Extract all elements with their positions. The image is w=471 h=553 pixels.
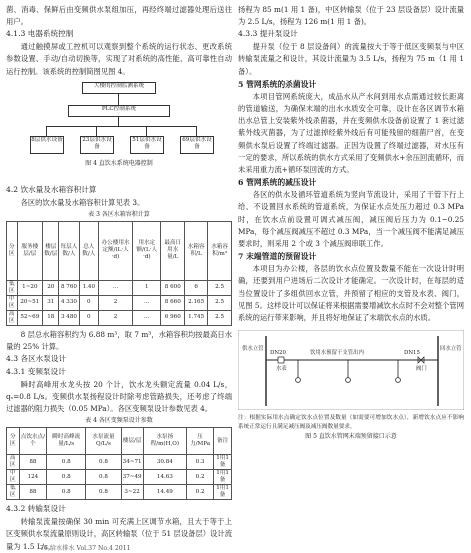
cell: 1	[133, 280, 161, 295]
building-control-box: 大楼的控制监测系统	[82, 82, 156, 94]
cell: 0.2	[187, 470, 214, 485]
section-heading: 4.2 饮水量及水箱容积计算	[6, 184, 97, 194]
col-header: 备注	[214, 428, 232, 455]
table-row	[7, 295, 232, 310]
table-row	[7, 470, 232, 485]
cell: 20	[43, 280, 59, 295]
diagram-border	[238, 330, 464, 410]
pipe-label: 饮用水预留干支管出内	[310, 350, 364, 357]
paragraph: 提升泵（位于 8 层设备间）的流量按大于等于低区变频泵与中区转输泵流量之和设计，其设计流量为 3.5 L/s，扬程为 75 m（1 用 1 备）。	[238, 42, 464, 76]
cell: 0.3	[187, 455, 214, 470]
pipe-diagram-svg	[238, 330, 464, 410]
dn20-label: DN20	[270, 350, 286, 357]
figure-4-control-diagram	[6, 80, 232, 184]
floor23-box: 23层供水设备	[80, 136, 114, 154]
cell: 高区	[7, 310, 18, 325]
table-4	[6, 427, 232, 500]
cell: 31	[43, 295, 59, 310]
cell: 0	[79, 310, 98, 325]
cell: 0.8	[47, 470, 86, 485]
cell: 3~22	[121, 485, 143, 500]
col-header: 压力/MPa	[187, 428, 214, 455]
col-header: 水泵流量 Q/L/s	[86, 428, 121, 455]
cell: 2.165	[185, 295, 208, 310]
figure-caption: 图 5 直饮水管网末端预留接口示意	[305, 433, 397, 441]
paragraph: 本项目为办公楼，各层的饮水点位置及数量不能在一次设计时明确，还要到用户进场后二次设计才能确定。一次设计时，在每层的适当位置设计了多组供回水立管，并预留了相应的支管及水表、阀门，见图 5。这样设计可以保证将来根据需要增减饮水点时不会对整个管网系统的运行带来影响，并且将好地保证了末端饮水点的水质。	[238, 264, 464, 323]
section-heading: 6 管网系统的减压设计	[238, 178, 317, 188]
paragraph: 扬程为 85 m(1 用 1 备)，中区转输泵（位于 23 层设备层）设计流量为 2.5 L/s，扬程为 126 m(1 用 1 备)。	[238, 5, 464, 27]
table-header-row	[7, 221, 232, 280]
table-row	[7, 485, 232, 500]
cell: 1用1备	[214, 470, 232, 485]
figure-caption: 图 4 直饮水系统电器控制	[85, 159, 153, 167]
cell: 2.5	[208, 280, 232, 295]
connector-line	[46, 126, 47, 136]
table-header-row	[7, 428, 232, 455]
col-header: 水箱容积/L	[185, 221, 208, 280]
col-header: 办公楼用水定额/(L·人·d)	[99, 221, 133, 280]
col-header: 用水定额/(L·人·d)	[133, 221, 161, 280]
cell: 1.40	[79, 280, 98, 295]
connector-line	[96, 126, 97, 136]
table-caption: 表 4 各区变频泵设计参数	[85, 417, 153, 425]
valve-label: 阀门	[416, 366, 427, 373]
figure-5-pipe-diagram	[238, 330, 464, 440]
cell: 中区	[7, 470, 20, 485]
cell: 0	[79, 295, 98, 310]
table-caption: 表 3 各区水箱容积计算	[88, 210, 150, 218]
cell: 30.84	[143, 455, 186, 470]
col-header: 每层人数/人	[59, 221, 79, 280]
cell: 4 330	[59, 295, 79, 310]
connector-line	[118, 93, 119, 105]
col-header: 点饮水点/个	[19, 428, 47, 455]
cell: 18	[43, 310, 59, 325]
section-heading: 4.1.3 电器系统控制	[6, 29, 74, 39]
cell: 1用1备	[214, 455, 232, 470]
col-header: 楼层/层	[121, 428, 143, 455]
cell: 0.8	[86, 470, 121, 485]
cell: 0.2	[187, 485, 214, 500]
section-heading: 4.3.2 转输泵设计	[6, 504, 66, 514]
outlet-icon	[346, 378, 351, 383]
paragraph: 转输泵流量按确保 30 min 可充满上区调节水箱，且大于等于上区变频供水泵流量原则设计，高区转输泵（位于 51 层设备层）设计流量为 1.5 L/s，	[6, 517, 232, 551]
floor51-box: 51层供水设备	[130, 136, 164, 154]
cell: …	[133, 310, 161, 325]
table-row	[7, 310, 232, 325]
cell: 2.5	[208, 310, 232, 325]
page-footer: 76 给水排水 Vol.37 No.4 2011	[40, 545, 131, 552]
cell: 34~71	[121, 455, 143, 470]
water-meter-icon	[278, 357, 284, 363]
section-heading: 7 末端管道的预留设计	[238, 252, 317, 262]
cell: …	[99, 280, 133, 295]
paragraph: 瞬时高峰用水龙头按 20 个计，饮水龙头额定流量 0.04 L/s，qₛ=0.8 L/s。变频供水泵扬程设计时除考虑管路损失，还考虑了终端过滤器的阻力损失（0.05 MPa）。各区变频泵设计参数见表 4。	[6, 379, 232, 414]
cell: 124	[19, 470, 47, 485]
cell: 14.63	[143, 470, 186, 485]
table-row	[7, 280, 232, 295]
right-column	[238, 4, 464, 440]
col-header: 楼层数/层	[43, 221, 59, 280]
floor69-box: 69层供水设备	[180, 136, 214, 154]
cell: 8 760	[59, 280, 79, 295]
cell: 低区	[7, 485, 20, 500]
section-heading: 4.3.3 提升泵设计	[238, 29, 298, 39]
cell: 低区	[7, 280, 18, 295]
cell: 0.8	[86, 485, 121, 500]
cell: 20~51	[17, 295, 43, 310]
col-header: 分区	[7, 428, 20, 455]
paragraph: 8 层总水箱容积约为 6.88 m³，取 7 m³，水箱容积均按最高日水量的 25% 计算。	[6, 329, 232, 352]
connector-line	[146, 126, 147, 136]
cell: 6 960	[161, 310, 185, 325]
return-riser-label: 回水立管	[440, 346, 462, 353]
cell: 8 660	[161, 295, 185, 310]
connector-line	[196, 126, 197, 136]
section-heading: 5 管网系统的杀菌设计	[238, 79, 317, 89]
col-header: 最高日用水量/L	[161, 221, 185, 280]
floor8-box: 8层供水设备	[30, 136, 64, 154]
cell: 0.8	[86, 455, 121, 470]
cell: 37~49	[121, 470, 143, 485]
col-header: 分区	[7, 221, 18, 280]
col-header: 瞬时高峰流量/L/s	[47, 428, 86, 455]
cell: 88	[19, 485, 47, 500]
col-header: 总人数/人	[79, 221, 98, 280]
connector-line	[118, 116, 119, 126]
cell: …	[133, 295, 161, 310]
cell: 2	[99, 295, 133, 310]
table-3	[6, 221, 232, 326]
connector-line	[46, 126, 196, 127]
outlet-icon	[296, 378, 301, 383]
paragraph: 各区的供水及循环管道系统为竖向节流设计，采用了干管下行上给、不设置回水系统的管道系统，为保证水点处压力超过 0.3 MPa 时，在饮水点前设置可调式减压阀，减压阀后压力为 0.1~0.25 MPa，每个减压阀减压不超过 0.3 MPa，当一个减压阀不能满足减压要求时，则采用 2 个或 3 个减压阀串联工作。	[238, 190, 464, 249]
table-row	[7, 455, 232, 470]
cell: 1~20	[17, 280, 43, 295]
col-header: 水箱容积/m³	[208, 221, 232, 280]
paragraph: 通过触摸屏或工控机可以观察到整个系统的运行状态、更改系统参数设置、手动/自动切换等，实现了对系统的高性能、高可靠性自动运行控制。该系统的控制简图见图 4。	[6, 42, 232, 76]
cell: 1.745	[185, 310, 208, 325]
outlet-icon	[396, 378, 401, 383]
cell: 8 600	[161, 280, 185, 295]
cell: 6	[185, 280, 208, 295]
section-heading: 4.3 各区水泵设计	[6, 354, 67, 364]
cell: 88	[19, 455, 47, 470]
left-column	[6, 4, 232, 553]
section-heading: 4.3.1 变频泵设计	[6, 367, 66, 377]
col-header: 服务楼层/层	[17, 221, 43, 280]
cell: 高区	[7, 455, 20, 470]
cell: 2.5	[208, 295, 232, 310]
supply-riser-label: 供水立管	[242, 346, 264, 353]
figure-note: 注：根据实际用水点确定饮水点位置及数量（如需要可增加饮水点），新增饮水点应不影响系统正常运行且满足减压阀及减压阀数量要求。	[238, 415, 464, 430]
cell: 14.49	[143, 485, 186, 500]
paragraph: 本项目管网系统庞大，成品水从产水间到用水点需通过较长距离的管道输送，为确保末端的出水水质安全可靠，设计在各区调节水箱出水总管上安装紫外线杀菌器，并在变频供水设备前设置了 1 套过滤紫外线灭菌器，为了过滤掉经紫外线后有可能残留的细菌尸首，在变频供水泵后设置了终端过滤器。正因为设置了终端过滤器，对水压有一定的要求，所以系统的供水方式采用了变频供水+余压回流循环，而未采用重力流+循环泵回流的方式。	[238, 91, 464, 175]
meter-label: 水表	[276, 366, 287, 373]
cell: 1用1备	[214, 485, 232, 500]
dn15-label: DN15	[404, 350, 420, 357]
cell: 52~69	[17, 310, 43, 325]
cell: 0.8	[47, 485, 86, 500]
cell: 3 480	[59, 310, 79, 325]
plc-box: PLC控制系统	[68, 105, 170, 117]
cell: 0.8	[47, 455, 86, 470]
col-header: 水泵扬程/m(H,O)	[143, 428, 186, 455]
cell: 2	[99, 310, 133, 325]
paragraph: 各区的饮水量及水箱容积计算见表 3。	[20, 197, 145, 207]
cell: 中区	[7, 295, 18, 310]
paragraph: 菌、消毒、保鲜后由变频供水泵组加压，再经终端过滤器处理后送往用户。	[6, 5, 232, 27]
